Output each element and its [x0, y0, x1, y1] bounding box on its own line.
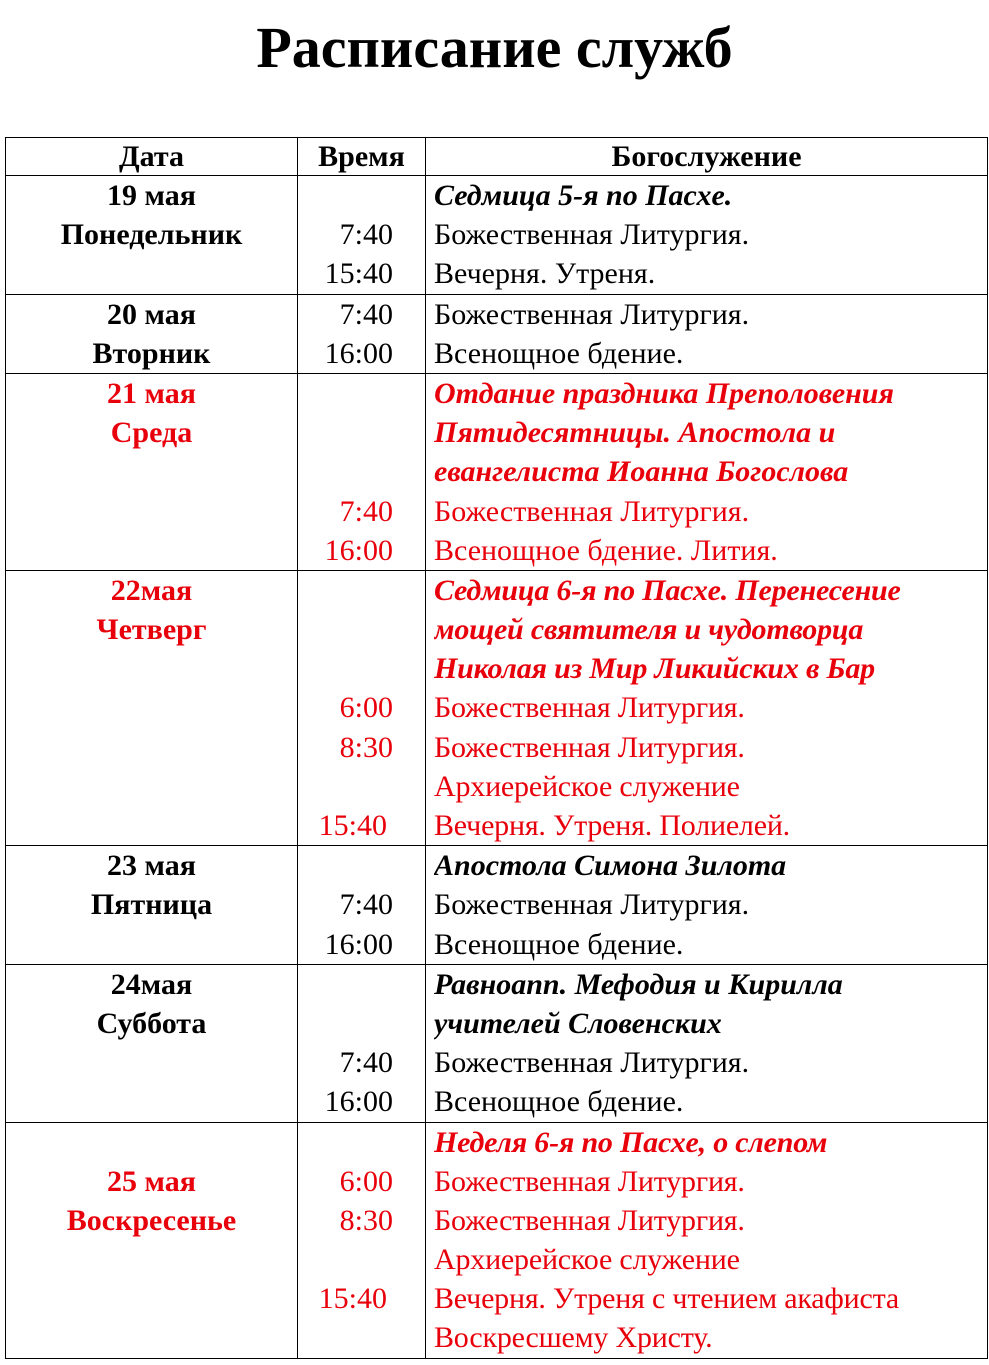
feast-title: Седмица 6-я по Пасхе. Перенесение [434, 573, 901, 607]
table-row [6, 294, 988, 373]
time-cell [298, 846, 426, 965]
time-cell [298, 176, 426, 295]
table-row [6, 373, 988, 570]
day-weekday: Вторник [92, 336, 211, 370]
day-date: 22мая [110, 573, 193, 607]
date-cell [6, 294, 298, 373]
table-row [6, 846, 988, 965]
date-cell [6, 176, 298, 295]
service-time: 6:00 [339, 1164, 393, 1198]
service-cell [426, 176, 988, 295]
service-name: Божественная Литургия. [434, 691, 745, 725]
time-spacer [298, 610, 425, 649]
day-date: 25 мая [107, 1164, 196, 1198]
service-time: 7:40 [339, 297, 393, 331]
time-cell [298, 294, 426, 373]
service-name: Божественная Литургия. [434, 218, 750, 252]
service-time: 15:40 [324, 257, 393, 291]
service-time: 6:00 [339, 691, 393, 725]
feast-title: Апостола Симона Зилота [434, 849, 787, 883]
table-row [6, 964, 988, 1122]
date-cell [6, 1122, 298, 1358]
day-date: 23 мая [107, 849, 196, 883]
service-name: Божественная Литургия. [434, 494, 750, 528]
service-name: Божественная Литургия. [434, 1046, 750, 1080]
service-time: 8:30 [339, 730, 393, 764]
header-time: Время [298, 138, 426, 176]
day-weekday: Воскресенье [66, 1203, 237, 1237]
service-time: 16:00 [324, 336, 393, 370]
service-name: Божественная Литургия. [434, 1164, 745, 1198]
time-spacer [298, 452, 425, 491]
time-spacer [298, 767, 425, 806]
date-cell [6, 846, 298, 965]
service-time: 15:40 [318, 1282, 387, 1316]
service-name: Вечерня. Утреня. [434, 257, 656, 291]
service-time: 7:40 [339, 218, 393, 252]
service-time: 16:00 [324, 927, 393, 961]
service-time: 8:30 [339, 1203, 393, 1237]
service-name: Всенощное бдение. [434, 1085, 684, 1119]
day-date: 21 мая [107, 376, 196, 410]
service-time: 7:40 [339, 1046, 393, 1080]
time-spacer [298, 1123, 425, 1162]
feast-title: Пятидесятницы. Апостола и [434, 416, 836, 450]
service-name: Всенощное бдение. [434, 927, 684, 961]
day-weekday: Суббота [96, 1006, 207, 1040]
service-name: Архиерейское служение [434, 769, 740, 803]
time-cell [298, 964, 426, 1122]
service-name: Божественная Литургия. [434, 730, 745, 764]
day-weekday: Понедельник [60, 218, 243, 252]
service-cell [426, 570, 988, 845]
date-cell [6, 570, 298, 845]
service-name: Божественная Литургия. [434, 1203, 745, 1237]
schedule-table [5, 137, 988, 1359]
feast-title: мощей святителя и чудотворца [434, 613, 864, 647]
service-name: Божественная Литургия. [434, 297, 750, 331]
header-date: Дата [6, 138, 298, 176]
day-date: 20 мая [107, 297, 196, 331]
time-spacer [298, 571, 425, 610]
date-cell [6, 964, 298, 1122]
feast-title: Седмица 5-я по Пасхе. [434, 179, 733, 212]
feast-title: Николая из Мир Ликийских в Бар [434, 652, 875, 686]
service-name: Божественная Литургия. [434, 888, 750, 922]
service-name: Вечерня. Утреня с чтением акафиста [434, 1282, 900, 1316]
feast-title: Неделя 6-я по Пасхе, о слепом [434, 1125, 828, 1159]
page-title: Расписание служб [256, 15, 733, 80]
schedule-body [6, 176, 988, 1359]
service-name: Всенощное бдение. [434, 336, 684, 370]
time-spacer [298, 1318, 425, 1357]
service-cell [426, 373, 988, 570]
service-name: Вечерня. Утреня. Полиелей. [434, 809, 790, 842]
feast-title: евангелиста Иоанна Богослова [434, 455, 849, 489]
time-cell [298, 1122, 426, 1358]
time-spacer [298, 1240, 425, 1279]
service-name: Воскресшему Христу. [434, 1321, 713, 1355]
day-date: 19 мая [107, 179, 196, 212]
time-cell [298, 570, 426, 845]
feast-title: Равноапп. Мефодия и Кирилла [434, 967, 843, 1001]
table-row [6, 1122, 988, 1358]
time-spacer [298, 374, 425, 413]
day-weekday: Четверг [96, 613, 207, 647]
time-cell [298, 373, 426, 570]
time-spacer [298, 846, 425, 885]
table-header-row [6, 138, 988, 176]
table-row [6, 570, 988, 845]
service-cell [426, 846, 988, 965]
table-row [6, 176, 988, 295]
header-service: Богослужение [426, 138, 988, 176]
feast-title: Отдание праздника Преполовения [434, 376, 894, 410]
service-name: Архиерейское служение [434, 1243, 740, 1277]
service-time: 7:40 [339, 494, 393, 528]
feast-title: учителей Словенских [434, 1006, 722, 1040]
service-name: Всенощное бдение. Лития. [434, 533, 778, 567]
service-time: 15:40 [318, 809, 387, 842]
day-date: 24мая [110, 967, 193, 1001]
time-spacer [298, 413, 425, 452]
time-spacer [298, 176, 425, 215]
service-time: 16:00 [324, 1085, 393, 1119]
date-cell [6, 373, 298, 570]
day-weekday: Пятница [90, 888, 213, 922]
day-weekday: Среда [110, 416, 193, 450]
time-spacer [298, 965, 425, 1004]
time-spacer [298, 1004, 425, 1043]
service-cell [426, 294, 988, 373]
time-spacer [298, 649, 425, 688]
service-cell [426, 964, 988, 1122]
service-time: 7:40 [339, 888, 393, 922]
service-cell [426, 1122, 988, 1358]
service-time: 16:00 [324, 533, 393, 567]
